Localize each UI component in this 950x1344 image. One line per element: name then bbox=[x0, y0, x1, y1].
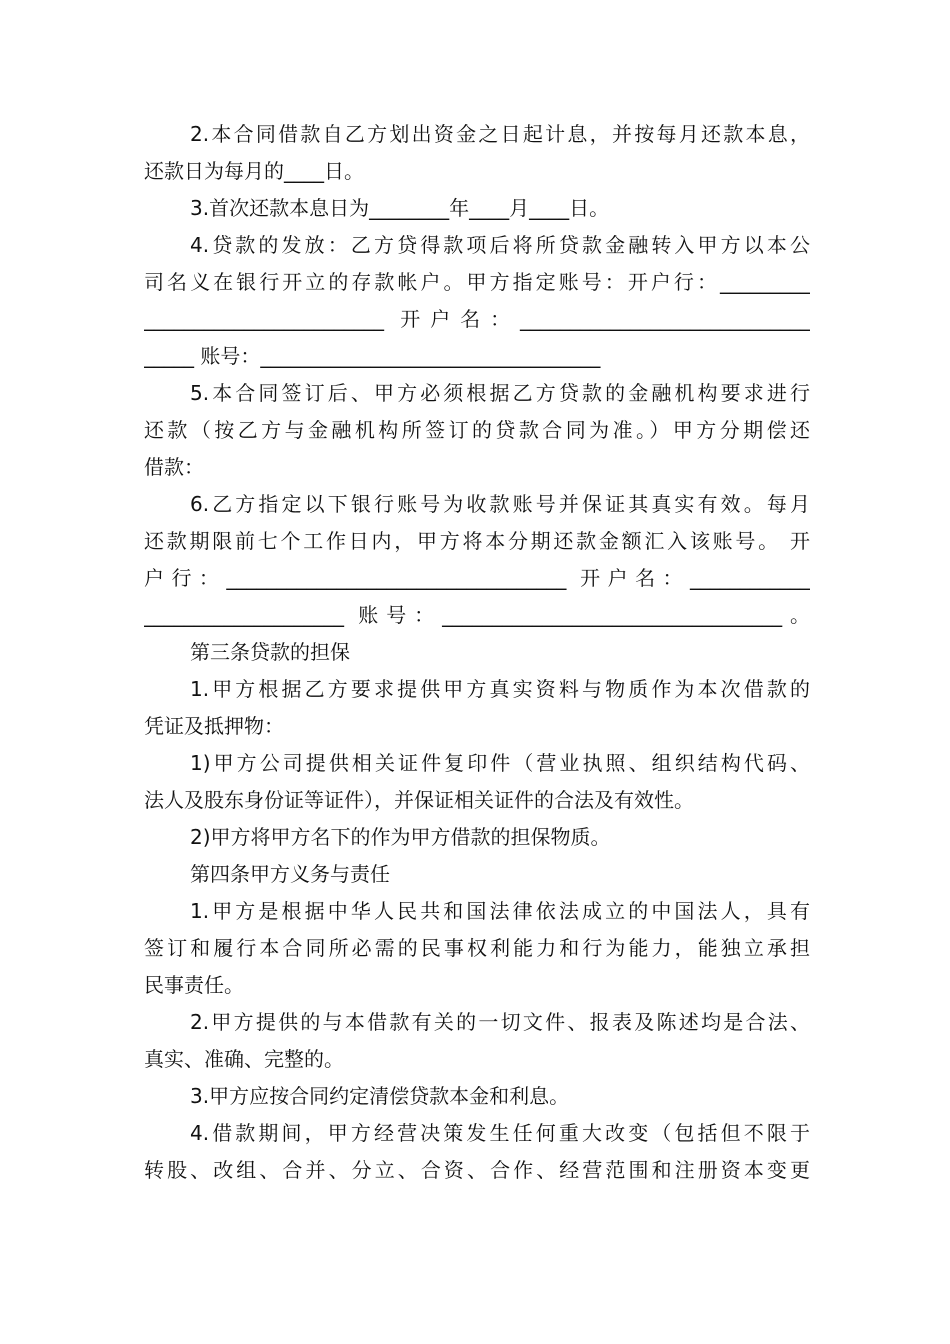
document-line: 还款期限前七个工作日内，甲方将本分期还款金额汇入该账号。 开 bbox=[144, 529, 810, 553]
document-line: 还款（按乙方与金融机构所签订的贷款合同为准。）甲方分期偿还 bbox=[144, 418, 810, 442]
document-line: 户行：__________________________________ 开户名：____________ bbox=[144, 566, 810, 590]
document-line: _____ 账号：__________________________________ bbox=[144, 344, 601, 368]
document-line: 真实、准确、完整的。 bbox=[144, 1047, 344, 1071]
document-line: 5.本合同签订后、甲方必须根据乙方贷款的金融机构要求进行 bbox=[190, 381, 810, 405]
document-line: 借款： bbox=[144, 455, 204, 479]
document-line: 2)甲方将甲方名下的作为甲方借款的担保物质。 bbox=[190, 825, 611, 849]
document-line: 还款日为每月的____日。 bbox=[144, 159, 364, 183]
document-line: 转股、改组、合并、分立、合资、合作、经营范围和注册资本变更 bbox=[144, 1158, 810, 1182]
document-line: 3.甲方应按合同约定清偿贷款本金和利息。 bbox=[190, 1084, 570, 1108]
document-line: 4.贷款的发放：乙方贷得款项后将所贷款金融转入甲方以本公 bbox=[190, 233, 810, 257]
document-line: 1)甲方公司提供相关证件复印件（营业执照、组织结构代码、 bbox=[190, 751, 810, 775]
document-line: ________________________ 开户名：_____________________________ bbox=[144, 307, 810, 331]
document-body bbox=[144, 116, 810, 1189]
document-line: ____________________ 账号：__________________________________。 bbox=[144, 603, 810, 627]
document-line: 3.首次还款本息日为________年____月____日。 bbox=[190, 196, 610, 220]
document-line: 第三条贷款的担保 bbox=[190, 640, 350, 664]
document-line: 凭证及抵押物： bbox=[144, 714, 284, 738]
document-line: 1.甲方根据乙方要求提供甲方真实资料与物质作为本次借款的 bbox=[190, 677, 810, 701]
document-line: 2.本合同借款自乙方划出资金之日起计息，并按每月还款本息， bbox=[190, 122, 810, 146]
document-line: 签订和履行本合同所必需的民事权利能力和行为能力，能独立承担 bbox=[144, 936, 810, 960]
document-line: 4.借款期间，甲方经营决策发生任何重大改变（包括但不限于 bbox=[190, 1121, 810, 1145]
document-line: 法人及股东身份证等证件），并保证相关证件的合法及有效性。 bbox=[144, 788, 694, 812]
document-line: 1.甲方是根据中华人民共和国法律依法成立的中国法人，具有 bbox=[190, 899, 810, 923]
document-line: 民事责任。 bbox=[144, 973, 244, 997]
document-line: 2.甲方提供的与本借款有关的一切文件、报表及陈述均是合法、 bbox=[190, 1010, 810, 1034]
document-line: 6.乙方指定以下银行账号为收款账号并保证其真实有效。每月 bbox=[190, 492, 810, 516]
document-line: 第四条甲方义务与责任 bbox=[190, 862, 390, 886]
document-line: 司名义在银行开立的存款帐户。甲方指定账号：开户行：_________ bbox=[144, 270, 810, 294]
